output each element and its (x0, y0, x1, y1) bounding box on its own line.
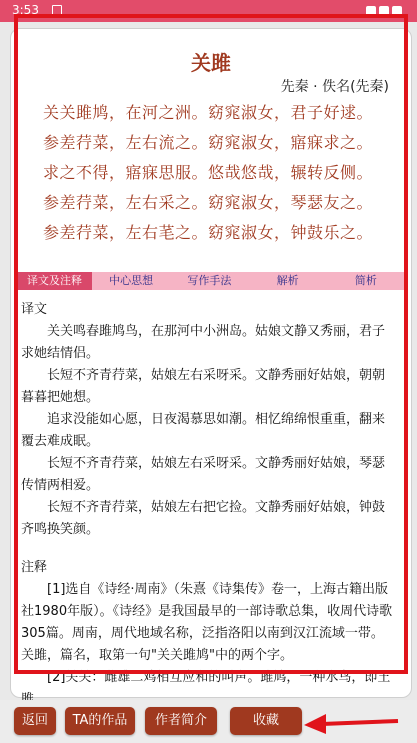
poem-body (43, 98, 393, 248)
notes-heading: 注释 (21, 560, 48, 575)
poem-line: 求之不得，寤寐思服。悠哉悠哉，辗转反侧。 (43, 163, 374, 182)
translation-paragraph: 长短不齐青荇菜，姑娘左右采呀采。文静秀丽好姑娘，琴瑟传情两相爱。 (21, 456, 386, 493)
favorite-button[interactable]: 收藏 (230, 707, 302, 735)
tab-content (21, 299, 396, 711)
status-time: 3:53 (12, 3, 39, 17)
note-paragraph: [2]关关：雌雄二鸡相互应和的叫声。雎鸠，一种水鸟，即王 (47, 670, 391, 685)
status-bar (0, 0, 417, 22)
poem-card (10, 28, 412, 698)
note-paragraph: [1]选自《诗经·周南》（朱熹《诗集传》卷一，上海古籍出版社1980年版）。《诗经》是我国最早的一部诗歌总集，收周代诗歌305篇。周南，周代地域名称，泛指洛阳以南到汉江流域一带。关雎，篇名，取第一句"关关雎鸠"中的两个字。 (21, 582, 393, 663)
poem-line: 参差荇菜，左右流之。窈窕淑女，寤寐求之。 (43, 133, 374, 152)
poem-line: 参差荇菜，左右芼之。窈窕淑女，钟鼓乐之。 (43, 223, 374, 242)
poem-title: 关雎 (191, 51, 231, 75)
content-tabs (17, 272, 405, 290)
translation-paragraph: 关关鸣春雎鸠鸟，在那河中小洲岛。姑娘文静又秀丽，君子求她结情侣。 (21, 324, 386, 361)
translation-paragraph: 长短不齐青荇菜，姑娘左右把它捡。文静秀丽好姑娘，钟鼓齐鸣换笑颜。 (21, 500, 386, 537)
tab-central-idea[interactable]: 中心思想 (109, 274, 154, 287)
translation-paragraph: 追求没能如心愿，日夜渴慕思如潮。相忆绵绵恨重重，翻来覆去难成眠。 (21, 412, 386, 449)
tab-translation-notes[interactable]: 译文及注释 (17, 272, 92, 290)
signal-battery-icons (363, 5, 407, 17)
back-button[interactable]: 返回 (14, 707, 56, 735)
tab-brief-analysis[interactable]: 简析 (354, 274, 377, 287)
notification-icon (52, 5, 62, 17)
tab-writing-technique[interactable]: 写作手法 (187, 274, 232, 287)
poem-line: 关关雎鸠，在河之洲。窈窕淑女，君子好逑。 (43, 103, 374, 122)
author-intro-button[interactable]: 作者简介 (145, 707, 217, 735)
translation-paragraph: 长短不齐青荇菜，姑娘左右采呀采。文静秀丽好姑娘，朝朝暮暮把她想。 (21, 368, 386, 405)
author-works-button[interactable]: TA的作品 (65, 707, 135, 735)
annotation-arrow-icon (300, 706, 400, 736)
bottom-toolbar (0, 700, 417, 743)
poem-line: 参差荇菜，左右采之。窈窕淑女，琴瑟友之。 (43, 193, 374, 212)
translation-heading: 译文 (21, 302, 48, 317)
poem-author: 先秦 · 佚名(先秦) (280, 79, 389, 95)
tab-analysis[interactable]: 解析 (276, 274, 299, 287)
